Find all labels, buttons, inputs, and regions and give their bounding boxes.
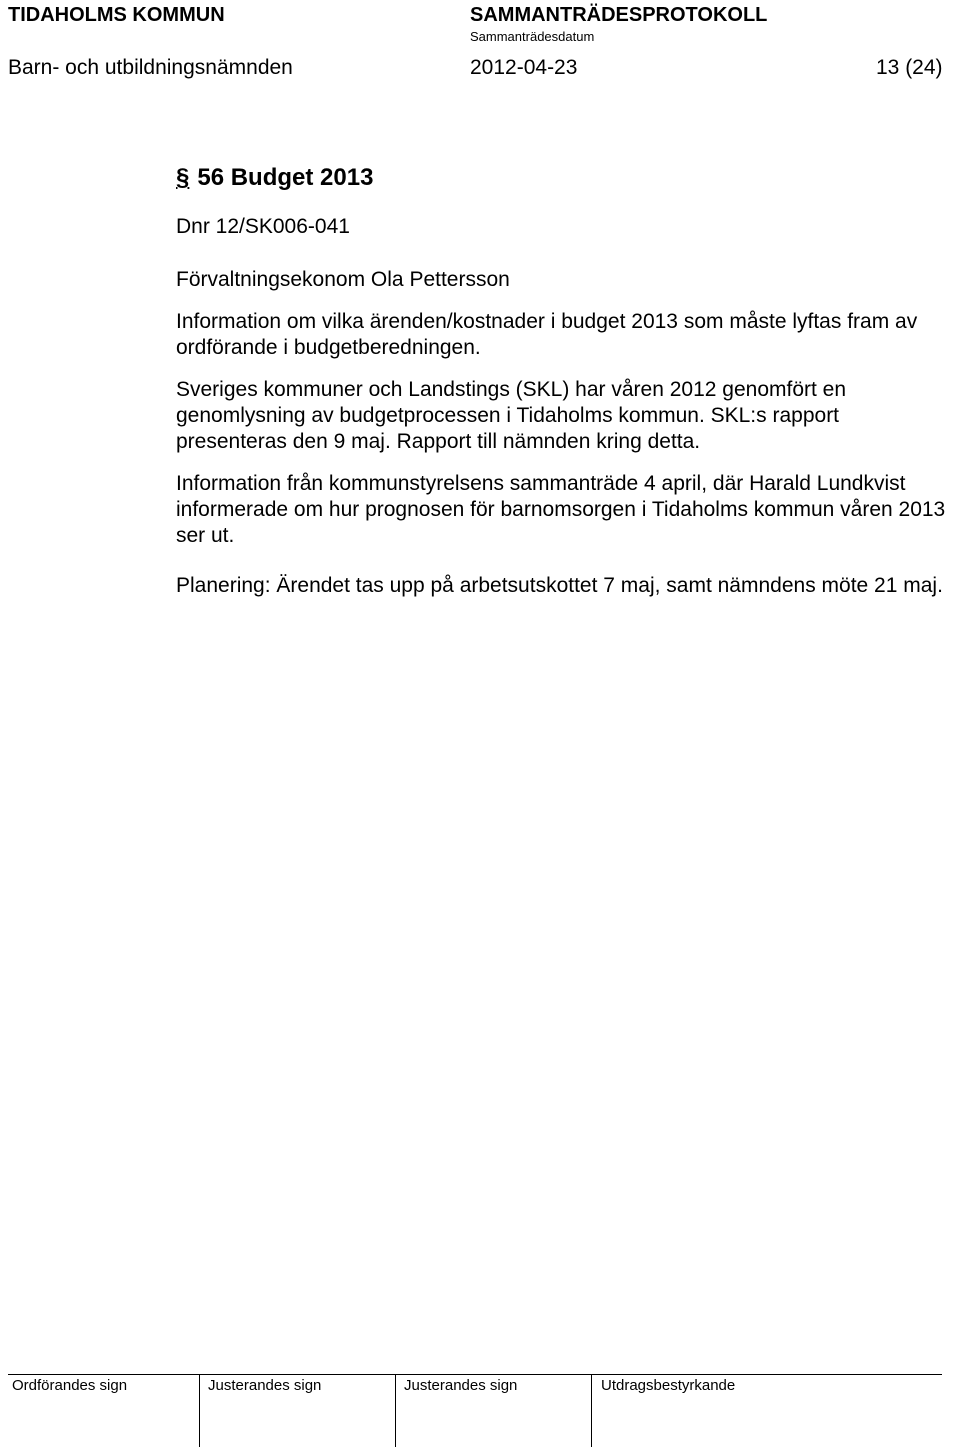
paragraph: Information från kommunstyrelsens sammanträde 4 april, där Harald Lundkvist informerade om hur prognosen för barnomsorgen i Tidaholms kommun våren 2013 ser ut. (176, 472, 946, 547)
document-type: SAMMANTRÄDESPROTOKOLL (470, 4, 768, 26)
paragraph: Planering: Ärendet tas upp på arbetsutskottet 7 maj, samt nämndens möte 21 maj. (176, 574, 943, 597)
paragraph-sign: § (176, 164, 190, 191)
section-heading (176, 160, 946, 196)
organization-name: TIDAHOLMS KOMMUN (8, 4, 225, 26)
signature-adjuster-2: Justerandes sign (404, 1377, 518, 1394)
signature-chair: Ordförandes sign (12, 1377, 128, 1394)
paragraph: Sveriges kommuner och Landstings (SKL) har våren 2012 genomfört en genomlysning av budgetprocessen i Tidaholms kommun. SKL:s rapport presenteras den 9 maj. Rapport till nämnden kring detta. (176, 378, 847, 453)
footer-divider (395, 1374, 396, 1447)
signature-adjuster-1: Justerandes sign (208, 1377, 322, 1394)
footer-rule (8, 1374, 942, 1375)
presenter: Förvaltningsekonom Ola Pettersson (176, 268, 510, 291)
case-number: Dnr 12/SK006-041 (176, 215, 350, 238)
footer-divider (199, 1374, 200, 1447)
page-number: 13 (24) (876, 56, 943, 79)
section-content (176, 160, 946, 599)
footer-divider (591, 1374, 592, 1447)
signature-extract-certification: Utdragsbestyrkande (601, 1377, 736, 1394)
paragraph: Information om vilka ärenden/kostnader i budget 2013 som måste lyftas fram av ordförande i budgetberedningen. (176, 310, 918, 359)
meeting-date: 2012-04-23 (470, 56, 578, 79)
section-title: 56 Budget 2013 (197, 164, 374, 191)
meeting-date-label: Sammanträdesdatum (470, 29, 595, 44)
board-name: Barn- och utbildningsnämnden (8, 56, 293, 79)
